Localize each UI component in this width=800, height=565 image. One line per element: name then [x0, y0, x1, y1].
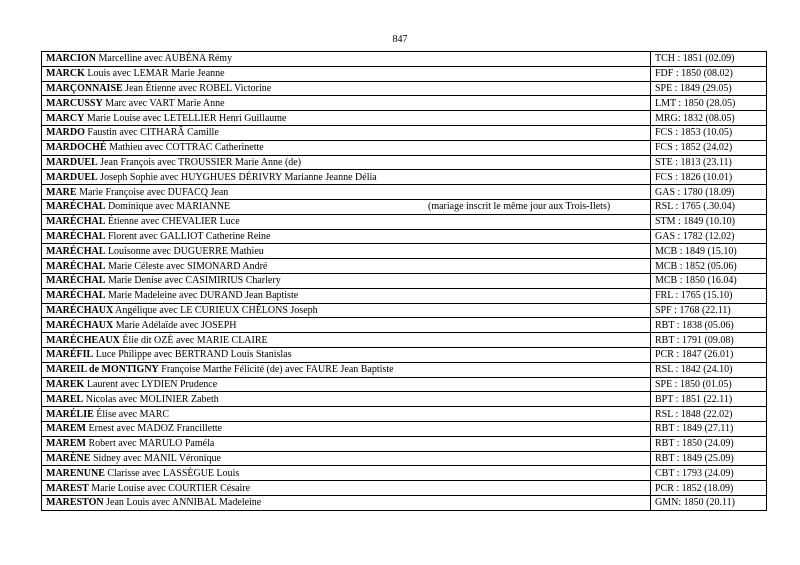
table-row	[42, 140, 767, 155]
surname: MAREM	[46, 438, 86, 450]
spouses-text: Clarisse avec LASSÈGUE Louis	[104, 467, 240, 479]
reference-cell: SPE : 1850 (01.05)	[651, 377, 767, 392]
spouses-text: Florent avec GALLIOT Catherine Reine	[105, 230, 271, 242]
spouses-text: Marie Céleste avec SIMONARD André	[105, 260, 268, 272]
spouses-text: Mathieu avec COTTRAC Catherinette	[106, 142, 264, 154]
spouses-text: Laurent avec LYDIEN Prudence	[84, 378, 218, 390]
table-row	[42, 244, 767, 259]
table-row	[42, 495, 767, 510]
table-row	[42, 436, 767, 451]
register-body	[42, 52, 767, 511]
surname: MARÉCHEAUX	[46, 334, 120, 346]
surname: MARCUSSY	[46, 97, 103, 109]
table-row	[42, 259, 767, 274]
entry-cell	[42, 111, 651, 126]
surname: MAREM	[46, 423, 86, 435]
reference-cell: RSL : 1842 (24.10)	[651, 362, 767, 377]
spouses-text: Nicolas avec MOLINIER Zabeth	[83, 393, 219, 405]
table-row	[42, 125, 767, 140]
spouses-text: Marie Denise avec CASIMIRIUS Charlery	[105, 275, 281, 287]
reference-cell: BPT : 1851 (22.11)	[651, 392, 767, 407]
reference-cell: CBT : 1793 (24.09)	[651, 466, 767, 481]
entry-cell	[42, 125, 651, 140]
reference-cell: RSL : 1765 (.30.04)	[651, 199, 767, 214]
table-row	[42, 362, 767, 377]
surname: MARÉCHAL	[46, 260, 106, 272]
reference-cell: MRG: 1832 (08.05)	[651, 111, 767, 126]
table-row	[42, 199, 767, 214]
surname: MARÉCHAL	[46, 245, 106, 257]
reference-cell: PCR : 1847 (26.01)	[651, 347, 767, 362]
entry-cell	[42, 273, 651, 288]
spouses-text: Élise avec MARC	[93, 408, 170, 420]
spouses-text: Étienne avec CHEVALIER Luce	[105, 216, 240, 228]
surname: MARDOCHÉ	[46, 142, 107, 154]
entry-cell	[42, 303, 651, 318]
spouses-text: Marie Françoise avec DUFACQ Jean	[76, 186, 229, 198]
spouses-text: Marie Louise avec COURTIER Césaire	[88, 482, 251, 494]
spouses-text: Ernest avec MADOZ Francillette	[86, 423, 223, 435]
entry-cell	[42, 377, 651, 392]
page-number: 847	[392, 34, 408, 45]
entry-cell	[42, 466, 651, 481]
entry-cell	[42, 214, 651, 229]
reference-cell: FCS : 1853 (10.05)	[651, 125, 767, 140]
entry-cell	[42, 288, 651, 303]
spouses-text: Joseph Sophie avec HUYGHUES DÉRIVRY Marianne Jeanne Délia	[97, 171, 377, 183]
entry-note: (mariage inscrit le même jour aux Trois-Ilets)	[428, 200, 611, 212]
spouses-text: Louisonne avec DUGUERRE Mathieu	[105, 245, 264, 257]
reference-cell: STE : 1813 (23.11)	[651, 155, 767, 170]
surname: MARCY	[46, 112, 85, 124]
entry-cell	[42, 481, 651, 496]
entry-cell	[42, 259, 651, 274]
surname: MAREK	[46, 378, 85, 390]
entry-cell	[42, 66, 651, 81]
spouses-text: Marc avec VART Marie Anne	[102, 97, 225, 109]
surname: MARÇONNAISE	[46, 82, 123, 94]
surname: MARCION	[46, 53, 96, 65]
table-row	[42, 333, 767, 348]
spouses-text: Louis avec LEMAR Marie Jeanne	[84, 68, 225, 80]
spouses-text: Angélique avec LE CURIEUX CHÊLONS Joseph	[113, 304, 318, 316]
entry-cell	[42, 362, 651, 377]
table-row	[42, 66, 767, 81]
reference-cell: PCR : 1852 (18.09)	[651, 481, 767, 496]
table-row	[42, 155, 767, 170]
reference-cell: FCS : 1852 (24.02)	[651, 140, 767, 155]
table-row	[42, 421, 767, 436]
entry-cell	[42, 185, 651, 200]
spouses-text: Élie dit OZÉ avec MARIE CLAIRE	[119, 334, 268, 346]
reference-cell: MCB : 1849 (15.10)	[651, 244, 767, 259]
spouses-text: Marie Madeleine avec DURAND Jean Baptiste	[105, 290, 299, 302]
reference-cell: MCB : 1852 (05.06)	[651, 259, 767, 274]
surname: MARE	[46, 186, 77, 198]
reference-cell: RBT : 1849 (27.11)	[651, 421, 767, 436]
table-row	[42, 52, 767, 67]
surname: MARÉCHAL	[46, 290, 106, 302]
entry-cell	[42, 199, 651, 214]
spouses-text: Jean Étienne avec ROBEL Victorine	[122, 82, 272, 94]
entry-cell	[42, 155, 651, 170]
entry-cell	[42, 318, 651, 333]
spouses-text: Jean François avec TROUSSIER Marie Anne (de)	[97, 156, 302, 168]
surname: MAREL	[46, 393, 84, 405]
surname: MARDUEL	[46, 171, 98, 183]
spouses-text: Dominique avec MARIANNE	[105, 201, 231, 213]
surname: MARCK	[46, 68, 85, 80]
table-row	[42, 347, 767, 362]
table-row	[42, 392, 767, 407]
marriage-register-table	[41, 51, 767, 511]
entry-cell	[42, 229, 651, 244]
entry-cell	[42, 421, 651, 436]
table-row	[42, 185, 767, 200]
surname: MARÉCHAL	[46, 201, 106, 213]
entry-cell	[42, 347, 651, 362]
entry-cell	[42, 81, 651, 96]
spouses-text: Sidney avec MANIL Véronique	[90, 452, 221, 464]
reference-cell: RBT : 1791 (09.08)	[651, 333, 767, 348]
surname: MARÉCHAL	[46, 216, 106, 228]
entry-cell	[42, 244, 651, 259]
table-row	[42, 111, 767, 126]
table-row	[42, 481, 767, 496]
spouses-text: Faustin avec CITHARÂ Camille	[84, 127, 219, 139]
surname: MARÉCHAL	[46, 275, 106, 287]
table-row	[42, 466, 767, 481]
reference-cell: LMT : 1850 (28.05)	[651, 96, 767, 111]
table-row	[42, 81, 767, 96]
reference-cell: GAS : 1780 (18.09)	[651, 185, 767, 200]
surname: MARÉLIE	[46, 408, 94, 420]
table-row	[42, 214, 767, 229]
table-row	[42, 96, 767, 111]
surname: MARÉFIL	[46, 349, 94, 361]
reference-cell: GAS : 1782 (12.02)	[651, 229, 767, 244]
surname: MARDUEL	[46, 156, 98, 168]
spouses-text: Françoise Marthe Félicité (de) avec FAURE Jean Baptiste	[158, 364, 394, 376]
spouses-text: Marie Louise avec LETELLIER Henri Guillaume	[84, 112, 287, 124]
table-row	[42, 377, 767, 392]
reference-cell: FDF : 1850 (08.02)	[651, 66, 767, 81]
reference-cell: RSL : 1848 (22.02)	[651, 407, 767, 422]
reference-cell: STM : 1849 (10.10)	[651, 214, 767, 229]
surname: MAREIL de MONTIGNY	[46, 364, 159, 376]
surname: MARESTON	[46, 497, 104, 509]
entry-cell	[42, 170, 651, 185]
entry-cell	[42, 392, 651, 407]
entry-cell	[42, 52, 651, 67]
reference-cell: FCS : 1826 (10.01)	[651, 170, 767, 185]
surname: MARENUNE	[46, 467, 105, 479]
entry-cell	[42, 333, 651, 348]
reference-cell: RBT : 1838 (05.06)	[651, 318, 767, 333]
table-row	[42, 407, 767, 422]
surname: MARÉCHAUX	[46, 319, 114, 331]
table-row	[42, 303, 767, 318]
spouses-text: Marcelline avec AUBÉNA Rémy	[96, 53, 233, 65]
reference-cell: FRL : 1765 (15.10)	[651, 288, 767, 303]
reference-cell: GMN: 1850 (20.11)	[651, 495, 767, 510]
entry-cell	[42, 451, 651, 466]
surname: MARÉCHAL	[46, 230, 106, 242]
reference-cell: TCH : 1851 (02.09)	[651, 52, 767, 67]
surname: MAREST	[46, 482, 89, 494]
table-row	[42, 229, 767, 244]
entry-cell	[42, 436, 651, 451]
surname: MARDO	[46, 127, 85, 139]
table-row	[42, 273, 767, 288]
entry-cell	[42, 495, 651, 510]
reference-cell: SPF : 1768 (22.11)	[651, 303, 767, 318]
reference-cell: RBT : 1849 (25.09)	[651, 451, 767, 466]
spouses-text: Luce Philippe avec BERTRAND Louis Stanislas	[93, 349, 292, 361]
table-row	[42, 451, 767, 466]
entry-cell	[42, 407, 651, 422]
reference-cell: SPE : 1849 (29.05)	[651, 81, 767, 96]
table-row	[42, 170, 767, 185]
spouses-text: Marie Adélaïde avec JOSEPH	[113, 319, 237, 331]
entry-cell	[42, 96, 651, 111]
surname: MARÉCHAUX	[46, 304, 114, 316]
reference-cell: MCB : 1850 (16.04)	[651, 273, 767, 288]
table-row	[42, 288, 767, 303]
spouses-text: Jean Louis avec ANNIBAL Madeleine	[103, 497, 262, 509]
spouses-text: Robert avec MARULO Paméla	[86, 438, 215, 450]
entry-cell	[42, 140, 651, 155]
surname: MARÈNE	[46, 452, 91, 464]
table-row	[42, 318, 767, 333]
reference-cell: RBT : 1850 (24.09)	[651, 436, 767, 451]
